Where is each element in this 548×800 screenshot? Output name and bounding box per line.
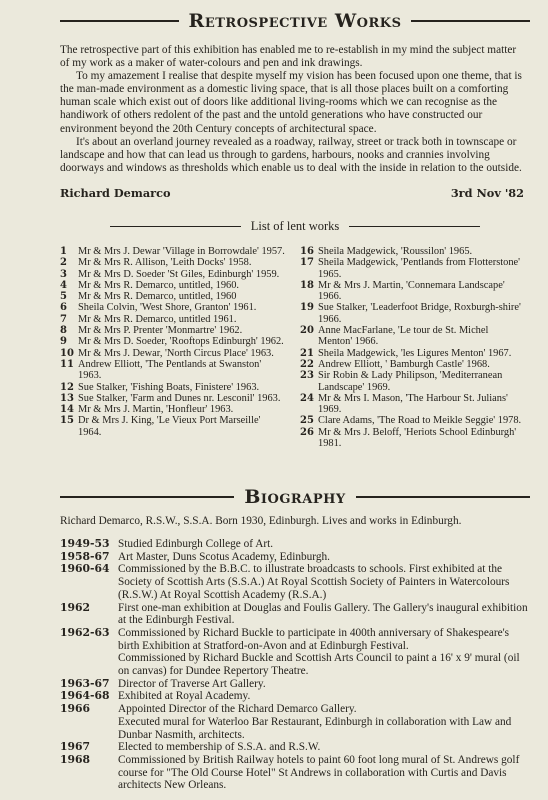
lent-work-item bbox=[300, 393, 525, 416]
lent-work-item bbox=[60, 280, 285, 291]
lent-work-description: Dr & Mrs J. King, 'Le Vieux Port Marseille' 1964. bbox=[78, 415, 261, 438]
lent-work-number: 15 bbox=[60, 415, 74, 427]
lent-work-item bbox=[300, 370, 525, 393]
lent-work-number: 6 bbox=[60, 302, 67, 314]
lent-work-number: 7 bbox=[60, 313, 67, 325]
lent-work-description: Sheila Madgewick, 'Roussilon' 1965. bbox=[318, 246, 473, 257]
biography-entry bbox=[60, 716, 530, 741]
heading-rule-right bbox=[411, 20, 530, 22]
intro-paragraph: To my amazement I realise that despite myself my vision has been focused upon one theme, that is the man-made environment as a domestic living space, that is all those places built on a comforting human scale which exist out of doors like additional living-rooms which we can recognise as the handiwork of others redolent of the past and the untold generations who have constructed our environment beyond the 20th Century concepts of architectural space. bbox=[60, 70, 522, 135]
biography-text: Commissioned by Richard Buckle and Scottish Arts Council to paint a 16' x 9' mural (oil on canvas) for Dundee Repertory Theatre. bbox=[118, 652, 520, 678]
lent-work-description: Andrew Elliott, ' Bamburgh Castle' 1968. bbox=[318, 358, 490, 370]
lent-works-heading bbox=[110, 219, 480, 234]
lent-work-description: Sheila Madgewick, 'les Ligures Menton' 1967. bbox=[318, 347, 512, 359]
lent-work-number: 4 bbox=[60, 279, 67, 291]
lent-work-description: Mr & Mrs D. Soeder, 'Rooftops Edinburgh' 1962. bbox=[78, 336, 284, 348]
lent-work-item bbox=[60, 291, 285, 302]
lent-work-description: Mr & Mrs J. Martin, 'Connemara Landscape' 1966. bbox=[318, 279, 505, 303]
lent-work-description: Anne MacFarlane, 'Le tour de St. Michel Menton' 1966. bbox=[318, 325, 489, 348]
biography-entry bbox=[60, 563, 530, 601]
signature-line bbox=[60, 186, 524, 200]
biography-entry bbox=[60, 602, 530, 627]
biography-text: Commissioned by Richard Buckle to participate in 400th anniversary of Shakespeare's birth Exhibition at Stratford-on-Avon and at Edinburgh Festival. bbox=[118, 626, 510, 652]
lent-works-title: List of lent works bbox=[250, 219, 340, 233]
lent-work-description: Mr & Mrs P. Prenter 'Monmartre' 1962. bbox=[78, 325, 243, 337]
lent-work-number: 25 bbox=[300, 415, 314, 427]
intro-paragraph: It's about an overland journey revealed as a roadway, railway, street or track both in townscape or landscape and how that can lead us through to gardens, harbours, nooks and crannies involving doorways and windows as thresholds which enable us to deal with the inside in relation to the outside. bbox=[60, 135, 522, 174]
biography-entry bbox=[60, 678, 530, 691]
biography-year bbox=[60, 652, 118, 677]
lent-work-description: Mr & Mrs J. Beloff, 'Heriots School Edinburgh' 1981. bbox=[318, 426, 517, 450]
biography-text: Art Master, Duns Scotus Academy, Edinburgh. bbox=[118, 550, 330, 563]
biography-text: Appointed Director of the Richard Demarco Gallery. bbox=[118, 703, 357, 716]
lent-work-item bbox=[300, 302, 525, 325]
lent-work-description: Mr & Mrs J. Martin, 'Honfleur' 1963. bbox=[78, 404, 234, 416]
biography-year: 1966 bbox=[60, 702, 91, 716]
heading-rule-right bbox=[349, 226, 480, 227]
biography-year: 1963-67 bbox=[60, 676, 110, 690]
biography-entry bbox=[60, 538, 530, 551]
lent-work-item bbox=[60, 348, 285, 359]
lent-work-description: Andrew Elliott, 'The Pentlands at Swanston' 1963. bbox=[78, 358, 262, 382]
lent-work-item bbox=[300, 246, 525, 257]
biography-text: Director of Traverse Art Gallery. bbox=[118, 677, 266, 690]
lent-works-right-column bbox=[300, 246, 525, 449]
lent-work-description: Mr & Mrs D. Soeder 'St Giles, Edinburgh' 1959. bbox=[78, 268, 280, 280]
biography-text: Executed mural for Waterloo Bar Restaurant, Edinburgh in collaboration with Law and Dunbar Nasmith, architects. bbox=[118, 715, 512, 741]
lent-work-item bbox=[60, 415, 285, 438]
lent-work-number: 1 bbox=[60, 246, 67, 257]
author-name: Richard Demarco bbox=[60, 186, 171, 200]
lent-work-description: Clare Adams, 'The Road to Meikle Seggie' 1978. bbox=[318, 415, 522, 427]
lent-work-number: 20 bbox=[300, 325, 314, 337]
biography-list bbox=[60, 538, 530, 792]
lent-work-number: 18 bbox=[300, 279, 314, 291]
lent-work-number: 11 bbox=[60, 358, 74, 370]
lent-work-item bbox=[60, 359, 285, 382]
biography-year: 1968 bbox=[60, 752, 91, 766]
lent-work-number: 17 bbox=[300, 257, 314, 269]
lent-work-item bbox=[60, 257, 285, 268]
lent-work-description: Sue Stalker, 'Farm and Dunes nr. Lesconil' 1963. bbox=[78, 392, 281, 404]
biography-year: 1962-63 bbox=[60, 625, 110, 639]
lent-work-item bbox=[300, 280, 525, 303]
lent-work-item bbox=[60, 336, 285, 347]
lent-work-item bbox=[300, 415, 525, 426]
biography-text: Studied Edinburgh College of Art. bbox=[118, 538, 274, 550]
biography-year: 1964-68 bbox=[60, 689, 110, 703]
lent-work-item bbox=[60, 382, 285, 393]
lent-work-item bbox=[60, 246, 285, 257]
lent-work-number: 12 bbox=[60, 381, 74, 393]
lent-work-number: 22 bbox=[300, 358, 314, 370]
lent-work-number: 3 bbox=[60, 268, 67, 280]
lent-works-left-column bbox=[60, 246, 285, 438]
lent-work-number: 9 bbox=[60, 336, 67, 348]
lent-work-description: Mr & Mrs I. Mason, 'The Harbour St. Julians' 1969. bbox=[318, 392, 508, 416]
lent-work-item bbox=[300, 359, 525, 370]
biography-year bbox=[60, 716, 118, 741]
lent-work-number: 5 bbox=[60, 291, 67, 303]
biography-entry bbox=[60, 754, 530, 792]
biography-entry bbox=[60, 551, 530, 564]
lent-work-item bbox=[60, 404, 285, 415]
lent-work-item bbox=[60, 302, 285, 313]
lent-work-number: 14 bbox=[60, 404, 74, 416]
biography-text: First one-man exhibition at Douglas and Foulis Gallery. The Gallery's inaugural exhibition at the Edinburgh Festival. bbox=[118, 601, 528, 627]
lent-work-description: Sir Robin & Lady Philipson, 'Mediterranean Landscape' 1969. bbox=[318, 370, 503, 393]
heading-rule-right bbox=[356, 496, 530, 498]
biography-title: Biography bbox=[244, 486, 346, 508]
biography-text: Elected to membership of S.S.A. and R.S.W. bbox=[118, 741, 321, 754]
lent-work-number: 26 bbox=[300, 426, 314, 438]
lent-work-description: Sheila Colvin, 'West Shore, Granton' 1961. bbox=[78, 302, 257, 314]
biography-entry bbox=[60, 627, 530, 652]
heading-rule-left bbox=[110, 226, 241, 227]
biography-year: 1967 bbox=[60, 740, 91, 754]
heading-rule-left bbox=[60, 20, 179, 22]
signature-date: 3rd Nov '82 bbox=[450, 186, 524, 200]
biography-year: 1949-53 bbox=[60, 537, 110, 550]
biography-year: 1962 bbox=[60, 600, 91, 614]
lent-work-description: Sue Stalker, 'Leaderfoot Bridge, Roxburgh-shire' 1966. bbox=[318, 302, 521, 325]
lent-work-description: Sue Stalker, 'Fishing Boats, Finistere' 1963. bbox=[78, 381, 260, 393]
lent-work-item bbox=[300, 325, 525, 348]
lent-work-item bbox=[60, 393, 285, 404]
biography-entry bbox=[60, 703, 530, 716]
biography-year: 1958-67 bbox=[60, 549, 110, 563]
biography-text: Commissioned by the B.B.C. to illustrate broadcasts to schools. First exhibited at the Society of Scottish Arts (S.S.A.) At Royal Scottish Society of Painters in Watercolours (R.S.W.) At Royal Scottish Academy (R.S.A.) bbox=[118, 563, 510, 601]
biography-heading bbox=[60, 486, 530, 508]
lent-work-item bbox=[300, 427, 525, 450]
retrospective-text bbox=[60, 44, 526, 175]
lent-work-item bbox=[60, 314, 285, 325]
lent-work-description: Mr & Mrs R. Demarco, untitled, 1960 bbox=[78, 291, 237, 303]
biography-year: 1960-64 bbox=[60, 562, 110, 576]
lent-work-item bbox=[300, 257, 525, 280]
lent-work-number: 13 bbox=[60, 392, 74, 404]
lent-work-number: 24 bbox=[300, 392, 314, 404]
lent-work-description: Mr & Mrs J. Dewar, 'North Circus Place' 1963. bbox=[78, 347, 274, 359]
biography-text: Commissioned by British Railway hotels to paint 60 foot long mural of St. Andrews golf course for "The Old Course Hotel" St Andrews in collaboration with Curtis and Davis architects New Orleans. bbox=[118, 753, 520, 792]
retrospective-heading bbox=[60, 10, 530, 32]
lent-work-number: 21 bbox=[300, 347, 314, 359]
lent-work-number: 10 bbox=[60, 347, 74, 359]
lent-work-description: Mr & Mrs R. Allison, 'Leith Docks' 1958. bbox=[78, 257, 252, 269]
lent-work-number: 16 bbox=[300, 246, 314, 257]
lent-work-description: Sheila Madgewick, 'Pentlands from Flotterstone' 1965. bbox=[318, 257, 520, 280]
biography-entry bbox=[60, 741, 530, 754]
lent-work-description: Mr & Mrs R. Demarco, untitled, 1960. bbox=[78, 279, 240, 291]
retrospective-title: Retrospective Works bbox=[188, 10, 402, 32]
biography-intro: Richard Demarco, R.S.W., S.S.A. Born 1930, Edinburgh. Lives and works in Edinburgh. bbox=[60, 515, 462, 527]
biography-entry bbox=[60, 690, 530, 703]
lent-work-item bbox=[60, 269, 285, 280]
lent-work-number: 2 bbox=[60, 257, 67, 269]
biography-text: Exhibited at Royal Academy. bbox=[118, 690, 251, 703]
lent-work-number: 19 bbox=[300, 302, 314, 314]
intro-paragraph: The retrospective part of this exhibition has enabled me to re-establish in my mind the subject matter of my work as a maker of water-colours and pen and ink drawings. bbox=[60, 44, 517, 70]
lent-work-description: Mr & Mrs J. Dewar 'Village in Borrowdale' 1957. bbox=[78, 246, 285, 257]
lent-work-item bbox=[60, 325, 285, 336]
heading-rule-left bbox=[60, 496, 234, 498]
biography-entry bbox=[60, 652, 530, 677]
lent-work-number: 23 bbox=[300, 370, 314, 382]
lent-work-description: Mr & Mrs R. Demarco, untitled 1961. bbox=[78, 313, 237, 325]
lent-work-number: 8 bbox=[60, 325, 67, 337]
lent-work-item bbox=[300, 348, 525, 359]
